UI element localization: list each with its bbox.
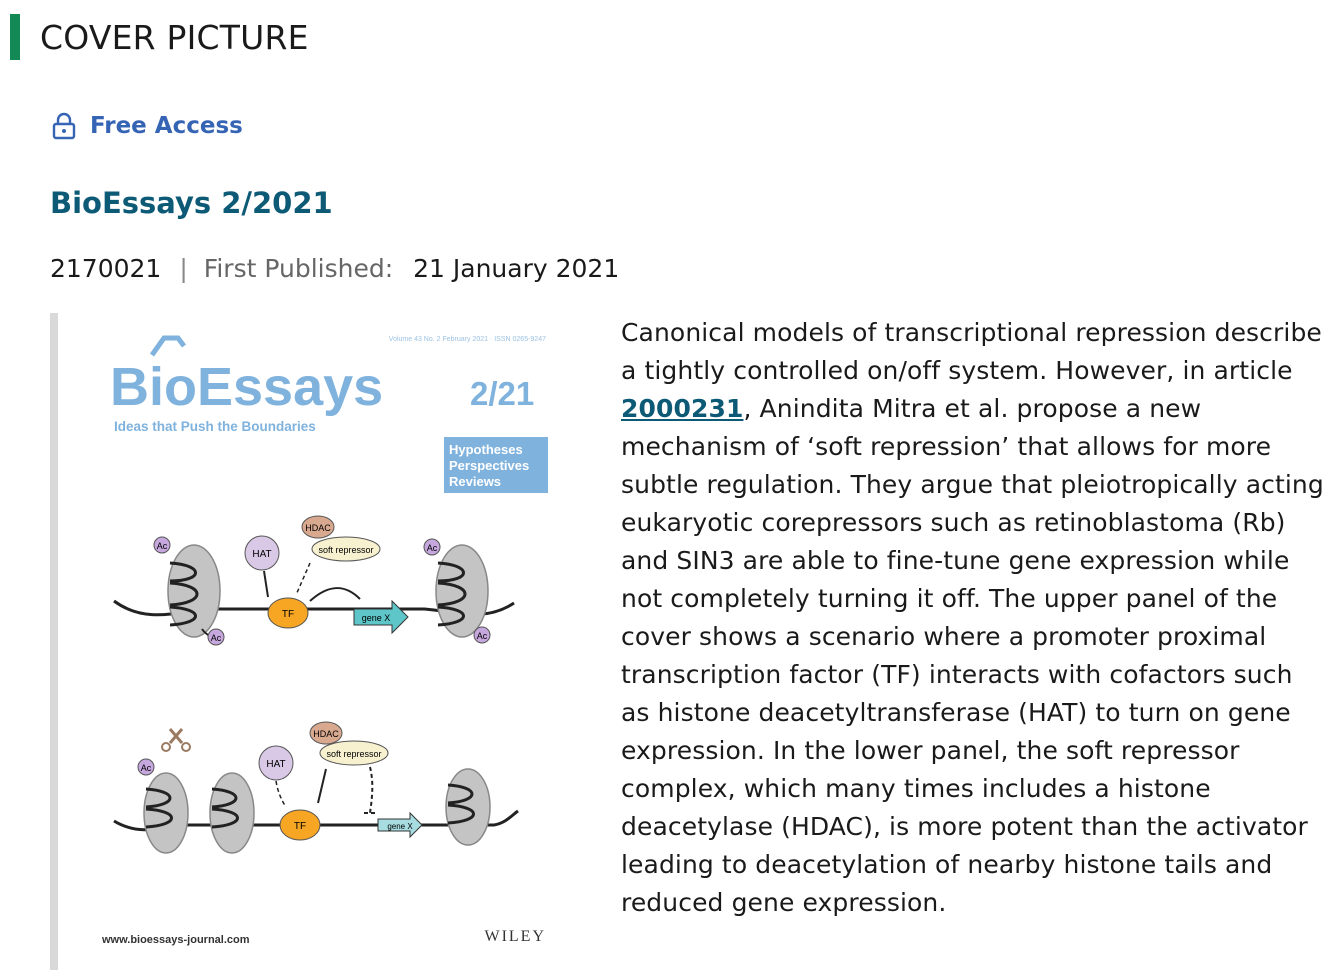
section-accent-bar xyxy=(10,14,20,60)
section-header xyxy=(10,14,309,60)
soft-repressor-label: soft repressor xyxy=(326,749,382,759)
cover-box-line-2: Perspectives xyxy=(449,458,530,473)
cover-left-rule xyxy=(50,313,58,970)
logo-hexagon-icon xyxy=(152,338,184,355)
upper-panel xyxy=(114,516,514,645)
nucleosome xyxy=(446,769,490,845)
publication-meta xyxy=(50,254,619,283)
free-access-label: Free Access xyxy=(90,113,243,139)
ac-label: Ac xyxy=(426,543,438,553)
cover-illustration xyxy=(74,313,584,970)
article-link[interactable]: 2000231 xyxy=(621,394,744,423)
tf-label: TF xyxy=(293,821,307,832)
gene-label: gene X xyxy=(361,613,391,623)
lock-open-icon xyxy=(52,112,76,140)
abstract-text-end: , Anindita Mitra et al. propose a new mechanism of ‘soft repression’ that allows for more subtle regulation. They argue that pleiotropically acting eukaryotic corepressors such as retinoblastoma (Rb) and SIN3 are able to fine-tune gene expression while not completely turning it off. The upper panel of the cover shows a scenario where a promoter proximal transcription factor (TF) interacts with cofactors such as histone deacetyltransferase (HAT) to turn on gene expression. In the lower panel, the soft repressor complex, which many times includes a histone deacetylase (HDAC), is more potent than the activator leading to deacetylation of nearby histone tails and reduced gene expression. xyxy=(621,394,1324,917)
cover-tagline: Ideas that Push the Boundaries xyxy=(114,419,316,434)
ac-label: Ac xyxy=(210,633,222,643)
hat-label: HAT xyxy=(252,549,272,560)
lower-panel xyxy=(114,722,518,853)
cover-publisher: WILEY xyxy=(484,928,546,945)
cover-journal-name: BioEssays xyxy=(110,357,384,417)
meta-separator: | xyxy=(179,254,188,283)
ac-label: Ac xyxy=(476,631,488,641)
hdac-label: HDAC xyxy=(305,523,331,533)
tf-label: TF xyxy=(281,609,295,620)
cover-box-line-3: Reviews xyxy=(449,474,502,489)
hdac-label: HDAC xyxy=(313,729,339,739)
cover-abstract xyxy=(621,314,1326,922)
abstract-text-start: Canonical models of transcriptional repression describe a tightly controlled on/off system. However, in article xyxy=(621,318,1322,385)
section-title: COVER PICTURE xyxy=(40,17,309,57)
ac-label: Ac xyxy=(140,763,152,773)
hat-label: HAT xyxy=(266,759,286,770)
gene-label: gene X xyxy=(387,822,413,831)
cover-image[interactable] xyxy=(74,313,584,970)
ac-label: Ac xyxy=(156,541,168,551)
article-number: 2170021 xyxy=(50,254,162,283)
cover-issue: 2/21 xyxy=(470,375,535,412)
free-access-link[interactable] xyxy=(52,112,243,140)
first-published-label: First Published: xyxy=(203,254,394,283)
cover-box-line-1: Hypotheses xyxy=(449,442,523,457)
article-title[interactable]: BioEssays 2/2021 xyxy=(50,186,333,220)
cover-website: www.bioessays-journal.com xyxy=(102,934,250,946)
scissors-icon xyxy=(170,729,182,743)
cover-volume-line: Volume 43 No. 2 February 2021 · ISSN 0265-9247 xyxy=(388,336,546,343)
soft-repressor-label: soft repressor xyxy=(318,545,374,555)
first-published-date: 21 January 2021 xyxy=(413,254,620,283)
